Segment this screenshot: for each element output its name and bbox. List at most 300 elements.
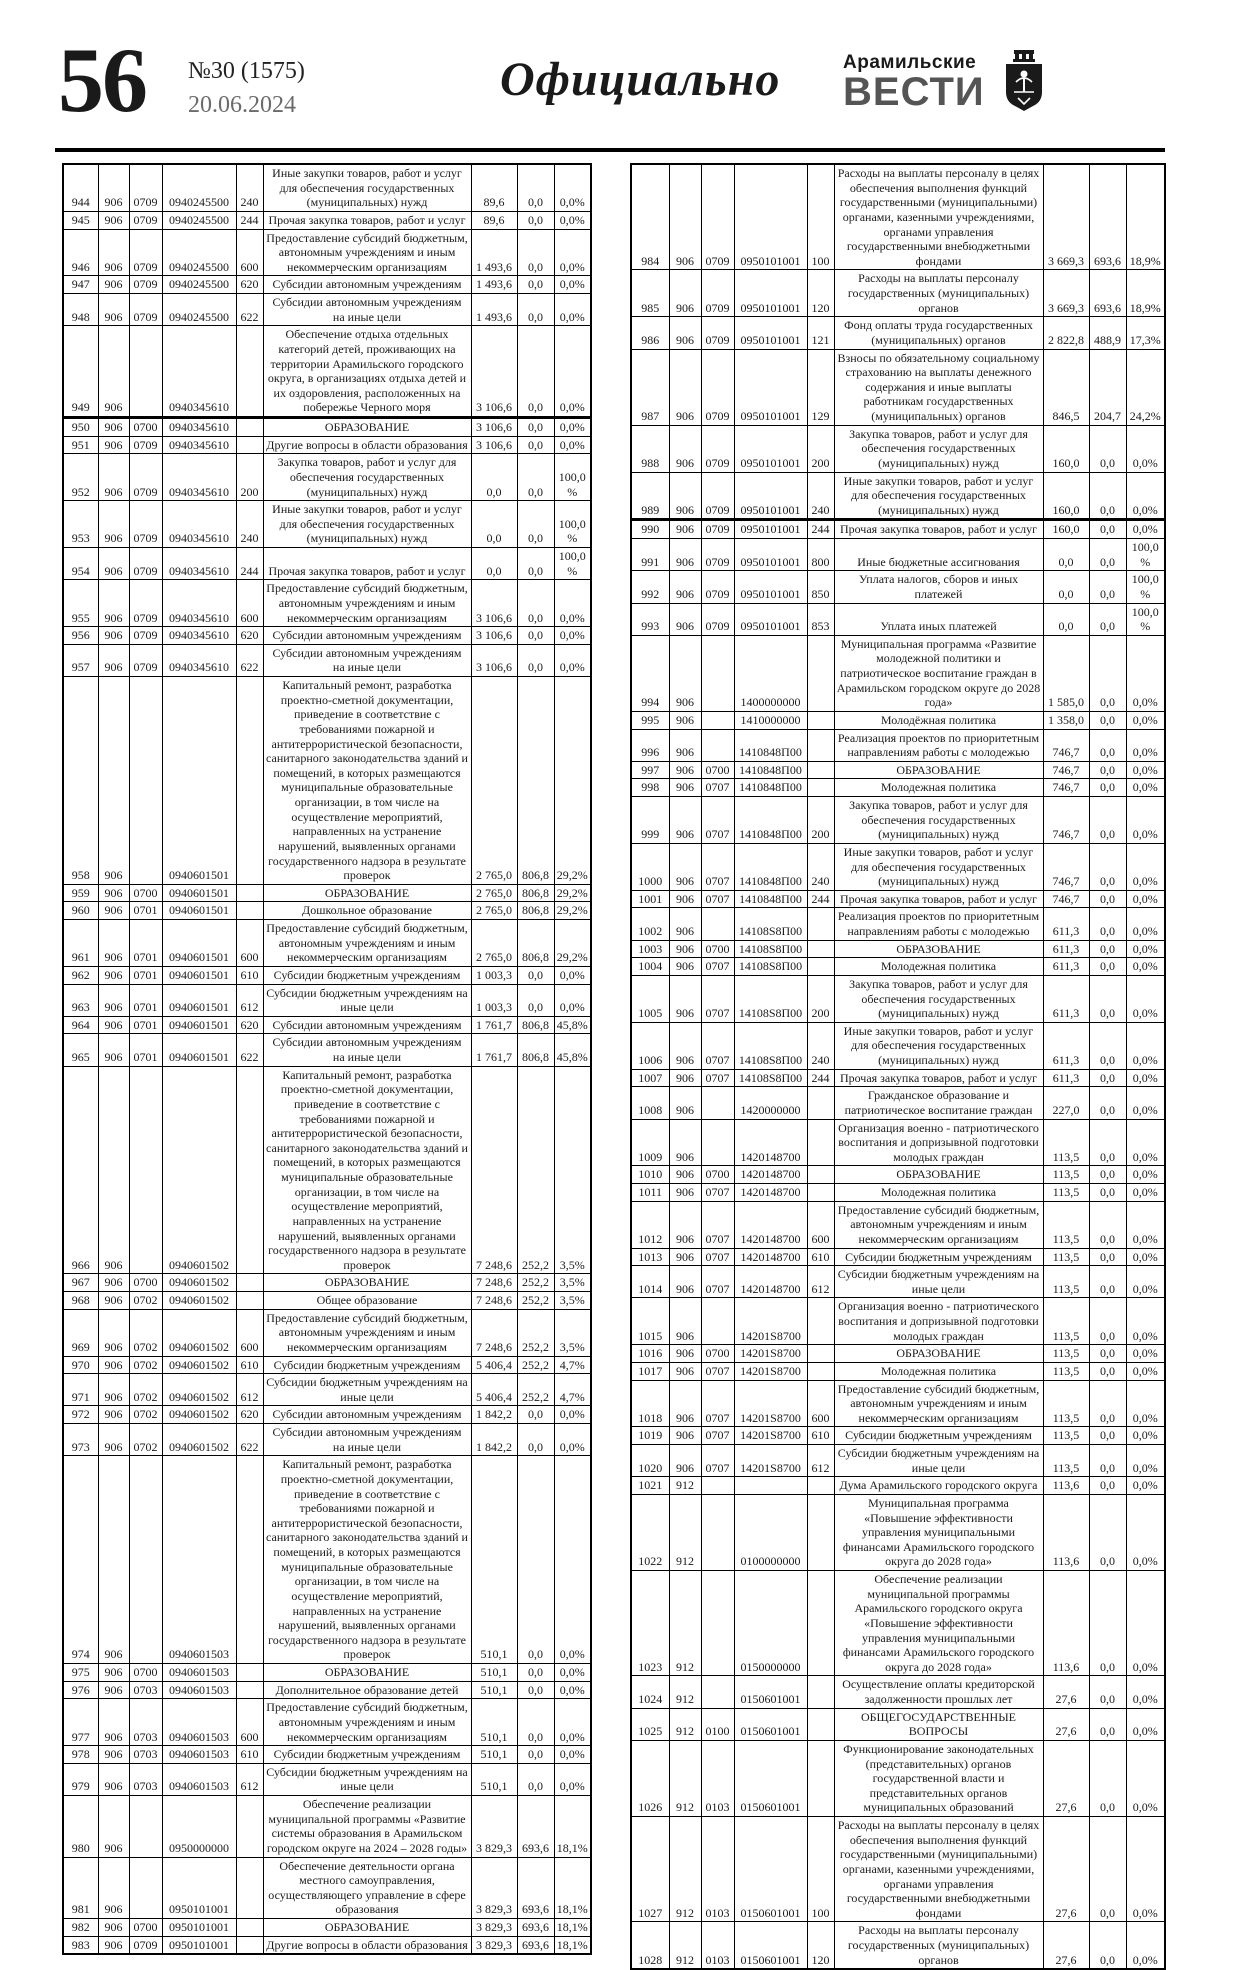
- newspaper-logo: [843, 52, 1003, 114]
- executed-amount: 0,0: [1089, 1922, 1126, 1969]
- expense-type-code: [236, 677, 263, 885]
- expense-name: Закупка товаров, работ и услуг для обеспечения государственных (муниципальных) нужд: [834, 975, 1043, 1022]
- plan-amount: 2 765,0: [471, 677, 517, 885]
- grbs-code: 906: [669, 1427, 701, 1445]
- grbs-code: 906: [669, 270, 701, 317]
- grbs-code: 906: [669, 1069, 701, 1087]
- grbs-code: 906: [98, 1796, 129, 1858]
- row-number: 991: [631, 539, 669, 571]
- row-number: 1018: [631, 1380, 669, 1427]
- table-row: [631, 1922, 1165, 1969]
- table-row: [631, 1166, 1165, 1184]
- target-article-code: 0940345610: [162, 326, 236, 418]
- row-number: 1021: [631, 1477, 669, 1495]
- row-number: 952: [63, 454, 98, 501]
- row-number: 1000: [631, 843, 669, 890]
- execution-percent: 0,0%: [554, 1456, 591, 1664]
- plan-amount: 1 493,6: [471, 294, 517, 326]
- target-article-code: 1410000000: [734, 711, 807, 729]
- expense-type-code: [807, 958, 834, 976]
- expense-type-code: 620: [236, 1016, 263, 1034]
- executed-amount: 0,0: [1089, 1201, 1126, 1248]
- section-code: [129, 1857, 162, 1919]
- expense-type-code: 850: [807, 571, 834, 603]
- expense-name: ОБРАЗОВАНИЕ: [834, 1166, 1043, 1184]
- table-row: [63, 1681, 591, 1699]
- expense-name: ОБЩЕГОСУДАРСТВЕННЫЕ ВОПРОСЫ: [834, 1708, 1043, 1740]
- execution-percent: 18,9%: [1126, 270, 1165, 317]
- table-row: [63, 1309, 591, 1356]
- grbs-code: 906: [98, 454, 129, 501]
- grbs-code: 912: [669, 1740, 701, 1816]
- grbs-code: 906: [669, 1380, 701, 1427]
- expense-type-code: [807, 1477, 834, 1495]
- plan-amount: 27,6: [1043, 1817, 1089, 1922]
- executed-amount: 0,0: [517, 1406, 554, 1424]
- target-article-code: 0940601502: [162, 1374, 236, 1406]
- target-article-code: 1420000000: [734, 1087, 807, 1119]
- section-code: 0700: [129, 418, 162, 437]
- plan-amount: 27,6: [1043, 1676, 1089, 1708]
- plan-amount: 3 106,6: [471, 436, 517, 454]
- expense-type-code: [807, 761, 834, 779]
- target-article-code: 0940345610: [162, 627, 236, 645]
- executed-amount: 0,0: [1089, 603, 1126, 635]
- target-article-code: 1420148700: [734, 1166, 807, 1184]
- expense-type-code: 244: [236, 211, 263, 229]
- table-row: [63, 1699, 591, 1746]
- execution-percent: 18,9%: [1126, 164, 1165, 270]
- table-row: [63, 548, 591, 580]
- plan-amount: 611,3: [1043, 958, 1089, 976]
- expense-type-code: 610: [807, 1248, 834, 1266]
- expense-type-code: 600: [236, 1309, 263, 1356]
- row-number: 947: [63, 276, 98, 294]
- row-number: 944: [63, 164, 98, 211]
- grbs-code: 912: [669, 1922, 701, 1969]
- plan-amount: 113,5: [1043, 1201, 1089, 1248]
- table-row: [63, 580, 591, 627]
- target-article-code: 0940601502: [162, 1406, 236, 1424]
- execution-percent: 0,0%: [1126, 975, 1165, 1022]
- expense-name: Дума Арамильского городского округа: [834, 1477, 1043, 1495]
- executed-amount: 806,8: [517, 884, 554, 902]
- plan-amount: 7 248,6: [471, 1274, 517, 1292]
- plan-amount: 846,5: [1043, 349, 1089, 425]
- row-number: 1010: [631, 1166, 669, 1184]
- target-article-code: 0950101001: [734, 472, 807, 520]
- logo-text-bottom: ВЕСТИ: [843, 70, 985, 114]
- grbs-code: 906: [669, 539, 701, 571]
- grbs-code: 906: [98, 1356, 129, 1374]
- plan-amount: 3 829,3: [471, 1919, 517, 1937]
- grbs-code: 906: [98, 1919, 129, 1937]
- plan-amount: 113,6: [1043, 1477, 1089, 1495]
- execution-percent: 0,0%: [554, 1746, 591, 1764]
- plan-amount: 27,6: [1043, 1740, 1089, 1816]
- grbs-code: 906: [98, 501, 129, 548]
- plan-amount: 2 765,0: [471, 902, 517, 920]
- expense-type-code: 200: [236, 454, 263, 501]
- row-number: 960: [63, 902, 98, 920]
- table-row: [631, 472, 1165, 520]
- row-number: 981: [63, 1857, 98, 1919]
- section-code: 0709: [129, 211, 162, 229]
- expense-name: Иные закупки товаров, работ и услуг для обеспечения государственных (муниципальных) нужд: [263, 501, 471, 548]
- table-row: [63, 436, 591, 454]
- row-number: 955: [63, 580, 98, 627]
- target-article-code: 1410848П00: [734, 729, 807, 761]
- row-number: 1025: [631, 1708, 669, 1740]
- table-row: [631, 890, 1165, 908]
- execution-percent: 0,0%: [1126, 1817, 1165, 1922]
- expense-type-code: [807, 908, 834, 940]
- row-number: 978: [63, 1746, 98, 1764]
- expense-type-code: 240: [807, 472, 834, 520]
- execution-percent: 0,0%: [1126, 1427, 1165, 1445]
- table-row: [631, 729, 1165, 761]
- plan-amount: 113,5: [1043, 1362, 1089, 1380]
- grbs-code: 906: [669, 940, 701, 958]
- executed-amount: 0,0: [1089, 940, 1126, 958]
- table-row: [63, 454, 591, 501]
- plan-amount: 7 248,6: [471, 1066, 517, 1274]
- row-number: 971: [63, 1374, 98, 1406]
- expense-type-code: [236, 1066, 263, 1274]
- grbs-code: 912: [669, 1494, 701, 1570]
- row-number: 958: [63, 677, 98, 885]
- executed-amount: 0,0: [1089, 958, 1126, 976]
- expense-name: Молодежная политика: [834, 1362, 1043, 1380]
- section-code: 0707: [701, 1362, 734, 1380]
- row-number: 980: [63, 1796, 98, 1858]
- grbs-code: 906: [669, 761, 701, 779]
- target-article-code: 0950101001: [734, 520, 807, 539]
- table-row: [63, 276, 591, 294]
- executed-amount: 0,0: [1089, 729, 1126, 761]
- execution-percent: 0,0%: [1126, 1266, 1165, 1298]
- target-article-code: 0940601501: [162, 884, 236, 902]
- target-article-code: 0940345610: [162, 501, 236, 548]
- expense-name: Субсидии бюджетным учреждениям на иные цели: [263, 984, 471, 1016]
- expense-name: Молодёжная политика: [834, 711, 1043, 729]
- execution-percent: 3,5%: [554, 1292, 591, 1310]
- executed-amount: 0,0: [517, 501, 554, 548]
- expense-type-code: 622: [236, 1034, 263, 1066]
- execution-percent: 0,0%: [1126, 1380, 1165, 1427]
- row-number: 959: [63, 884, 98, 902]
- row-number: 1024: [631, 1676, 669, 1708]
- target-article-code: 0940601502: [162, 1274, 236, 1292]
- plan-amount: 3 106,6: [471, 418, 517, 437]
- section-code: [701, 1298, 734, 1345]
- execution-percent: 0,0%: [1126, 1708, 1165, 1740]
- grbs-code: 912: [669, 1817, 701, 1922]
- plan-amount: 0,0: [1043, 539, 1089, 571]
- executed-amount: 693,6: [517, 1936, 554, 1954]
- grbs-code: 906: [98, 1699, 129, 1746]
- execution-percent: 0,0%: [554, 436, 591, 454]
- executed-amount: 0,0: [517, 436, 554, 454]
- expense-type-code: 620: [236, 276, 263, 294]
- grbs-code: 906: [669, 349, 701, 425]
- row-number: 976: [63, 1681, 98, 1699]
- table-row: [63, 1746, 591, 1764]
- row-number: 1011: [631, 1184, 669, 1202]
- plan-amount: 746,7: [1043, 761, 1089, 779]
- expense-type-code: [807, 729, 834, 761]
- expense-type-code: 620: [236, 627, 263, 645]
- expense-name: Общее образование: [263, 1292, 471, 1310]
- execution-percent: 100,0%: [554, 454, 591, 501]
- section-code: 0702: [129, 1406, 162, 1424]
- executed-amount: 0,0: [1089, 1166, 1126, 1184]
- plan-amount: 3 829,3: [471, 1857, 517, 1919]
- expense-type-code: 622: [236, 644, 263, 676]
- expense-name: Прочая закупка товаров, работ и услуг: [263, 548, 471, 580]
- table-row: [63, 902, 591, 920]
- table-row: [631, 1817, 1165, 1922]
- table-row: [63, 1763, 591, 1795]
- execution-percent: 0,0%: [554, 1664, 591, 1682]
- execution-percent: 0,0%: [1126, 1494, 1165, 1570]
- row-number: 951: [63, 436, 98, 454]
- row-number: 954: [63, 548, 98, 580]
- section-code: 0702: [129, 1374, 162, 1406]
- expense-name: Предоставление субсидий бюджетным, автономным учреждениям и иным некоммерческим организациям: [263, 229, 471, 276]
- row-number: 961: [63, 920, 98, 967]
- target-article-code: 0940601501: [162, 1034, 236, 1066]
- executed-amount: 0,0: [1089, 711, 1126, 729]
- grbs-code: 906: [98, 1456, 129, 1664]
- plan-amount: 611,3: [1043, 940, 1089, 958]
- grbs-code: 906: [98, 902, 129, 920]
- executed-amount: 0,0: [1089, 1022, 1126, 1069]
- executed-amount: 252,2: [517, 1309, 554, 1356]
- expense-name: Обеспечение реализации муниципальной программы «Развитие системы образования в Арамильском городском округе на 2024 – 2028 годы»: [263, 1796, 471, 1858]
- table-row: [631, 1571, 1165, 1676]
- row-number: 990: [631, 520, 669, 539]
- executed-amount: 0,0: [517, 1746, 554, 1764]
- grbs-code: 906: [98, 436, 129, 454]
- expense-type-code: [807, 1740, 834, 1816]
- executed-amount: 0,0: [517, 1456, 554, 1664]
- execution-percent: 100,0%: [554, 548, 591, 580]
- executed-amount: 0,0: [1089, 797, 1126, 844]
- section-code: 0702: [129, 1424, 162, 1456]
- executed-amount: 0,0: [517, 326, 554, 418]
- table-row: [63, 1936, 591, 1954]
- plan-amount: 510,1: [471, 1746, 517, 1764]
- expense-type-code: 100: [807, 164, 834, 270]
- expense-type-code: 200: [807, 797, 834, 844]
- expense-type-code: 600: [236, 1699, 263, 1746]
- expense-name: Субсидии автономным учреждениям на иные цели: [263, 294, 471, 326]
- execution-percent: 0,0%: [554, 294, 591, 326]
- table-row: [63, 1374, 591, 1406]
- executed-amount: 0,0: [1089, 1248, 1126, 1266]
- target-article-code: 0950101001: [734, 571, 807, 603]
- issue-date: 20.06.2024: [188, 92, 296, 118]
- executed-amount: 0,0: [1089, 1477, 1126, 1495]
- grbs-code: 906: [98, 548, 129, 580]
- plan-amount: 3 829,3: [471, 1796, 517, 1858]
- row-number: 967: [63, 1274, 98, 1292]
- plan-amount: 1 761,7: [471, 1016, 517, 1034]
- section-code: 0707: [701, 1022, 734, 1069]
- plan-amount: 1 493,6: [471, 276, 517, 294]
- table-row: [63, 501, 591, 548]
- expense-name: Субсидии автономным учреждениям: [263, 627, 471, 645]
- table-row: [631, 1477, 1165, 1495]
- row-number: 1003: [631, 940, 669, 958]
- row-number: 1004: [631, 958, 669, 976]
- grbs-code: 906: [98, 644, 129, 676]
- executed-amount: 0,0: [517, 627, 554, 645]
- execution-percent: 0,0%: [1126, 472, 1165, 520]
- target-article-code: 0940601501: [162, 984, 236, 1016]
- target-article-code: 1420148700: [734, 1248, 807, 1266]
- row-number: 969: [63, 1309, 98, 1356]
- executed-amount: 488,9: [1089, 317, 1126, 349]
- expense-name: Субсидии автономным учреждениям на иные цели: [263, 644, 471, 676]
- executed-amount: 0,0: [517, 211, 554, 229]
- plan-amount: 2 765,0: [471, 920, 517, 967]
- table-row: [631, 425, 1165, 472]
- executed-amount: 806,8: [517, 677, 554, 885]
- section-code: 0707: [701, 975, 734, 1022]
- expense-type-code: [236, 1681, 263, 1699]
- target-article-code: 14108S8П00: [734, 975, 807, 1022]
- grbs-code: 906: [669, 1362, 701, 1380]
- table-row: [63, 164, 591, 211]
- section-code: 0707: [701, 1445, 734, 1477]
- plan-amount: 7 248,6: [471, 1292, 517, 1310]
- section-code: 0702: [129, 1292, 162, 1310]
- plan-amount: 1 493,6: [471, 229, 517, 276]
- expense-type-code: 612: [807, 1266, 834, 1298]
- target-article-code: 0940601502: [162, 1292, 236, 1310]
- expense-name: Иные бюджетные ассигнования: [834, 539, 1043, 571]
- target-article-code: 0100000000: [734, 1494, 807, 1570]
- grbs-code: 906: [98, 1016, 129, 1034]
- row-number: 1019: [631, 1427, 669, 1445]
- target-article-code: 14201S8700: [734, 1298, 807, 1345]
- row-number: 986: [631, 317, 669, 349]
- row-number: 987: [631, 349, 669, 425]
- section-code: 0700: [129, 884, 162, 902]
- target-article-code: 0150601001: [734, 1676, 807, 1708]
- target-article-code: 0940345610: [162, 548, 236, 580]
- coat-of-arms-icon: [1002, 48, 1046, 117]
- expense-type-code: [807, 1298, 834, 1345]
- table-row: [63, 1424, 591, 1456]
- row-number: 984: [631, 164, 669, 270]
- row-number: 970: [63, 1356, 98, 1374]
- grbs-code: 906: [669, 1201, 701, 1248]
- target-article-code: 14108S8П00: [734, 908, 807, 940]
- row-number: 1022: [631, 1494, 669, 1570]
- plan-amount: 3 669,3: [1043, 270, 1089, 317]
- grbs-code: 906: [669, 1119, 701, 1166]
- execution-percent: 4,7%: [554, 1356, 591, 1374]
- expense-type-code: [807, 1166, 834, 1184]
- execution-percent: 17,3%: [1126, 317, 1165, 349]
- table-row: [63, 1016, 591, 1034]
- expense-type-code: 610: [236, 966, 263, 984]
- table-row: [63, 1034, 591, 1066]
- target-article-code: 0150601001: [734, 1740, 807, 1816]
- executed-amount: 0,0: [1089, 1380, 1126, 1427]
- executed-amount: 0,0: [1089, 1362, 1126, 1380]
- expense-type-code: 200: [807, 425, 834, 472]
- grbs-code: 906: [669, 1184, 701, 1202]
- execution-percent: 18,1%: [554, 1919, 591, 1937]
- expense-name: ОБРАЗОВАНИЕ: [263, 1274, 471, 1292]
- section-code: 0709: [701, 520, 734, 539]
- expense-name: Гражданское образование и патриотическое воспитание граждан: [834, 1087, 1043, 1119]
- target-article-code: 0940601501: [162, 920, 236, 967]
- table-row: [631, 843, 1165, 890]
- execution-percent: 0,0%: [1126, 1087, 1165, 1119]
- grbs-code: 906: [98, 1857, 129, 1919]
- row-number: 1023: [631, 1571, 669, 1676]
- table-row: [63, 1356, 591, 1374]
- target-article-code: 0940245500: [162, 164, 236, 211]
- execution-percent: 0,0%: [1126, 940, 1165, 958]
- expense-name: Субсидии бюджетным учреждениям на иные цели: [263, 1763, 471, 1795]
- expense-type-code: [807, 779, 834, 797]
- executed-amount: 0,0: [1089, 1494, 1126, 1570]
- executed-amount: 0,0: [1089, 1445, 1126, 1477]
- expense-type-code: [236, 1919, 263, 1937]
- execution-percent: 0,0%: [1126, 779, 1165, 797]
- table-row: [63, 677, 591, 885]
- expense-name: Субсидии бюджетным учреждениям: [263, 1746, 471, 1764]
- expense-type-code: 600: [236, 920, 263, 967]
- executed-amount: 0,0: [1089, 890, 1126, 908]
- section-code: 0103: [701, 1922, 734, 1969]
- target-article-code: 0940601501: [162, 902, 236, 920]
- table-row: [63, 229, 591, 276]
- grbs-code: 906: [98, 1746, 129, 1764]
- executed-amount: 0,0: [517, 276, 554, 294]
- expense-name: Субсидии бюджетным учреждениям на иные цели: [834, 1445, 1043, 1477]
- table-row: [631, 975, 1165, 1022]
- target-article-code: 14201S8700: [734, 1445, 807, 1477]
- row-number: 1016: [631, 1345, 669, 1363]
- row-number: 1009: [631, 1119, 669, 1166]
- grbs-code: 906: [98, 211, 129, 229]
- executed-amount: 806,8: [517, 1034, 554, 1066]
- expense-type-code: 622: [236, 294, 263, 326]
- expense-type-code: 610: [236, 1746, 263, 1764]
- expense-type-code: [807, 1362, 834, 1380]
- table-row: [631, 1266, 1165, 1298]
- plan-amount: 89,6: [471, 164, 517, 211]
- section-code: [701, 1087, 734, 1119]
- execution-percent: 3,5%: [554, 1066, 591, 1274]
- expense-type-code: [236, 1456, 263, 1664]
- row-number: 973: [63, 1424, 98, 1456]
- execution-percent: 0,0%: [1126, 1477, 1165, 1495]
- section-code: 0709: [129, 454, 162, 501]
- executed-amount: 0,0: [1089, 1427, 1126, 1445]
- section-code: 0700: [701, 1345, 734, 1363]
- expense-type-code: 600: [236, 229, 263, 276]
- section-code: 0707: [701, 1184, 734, 1202]
- target-article-code: 0950101001: [162, 1919, 236, 1937]
